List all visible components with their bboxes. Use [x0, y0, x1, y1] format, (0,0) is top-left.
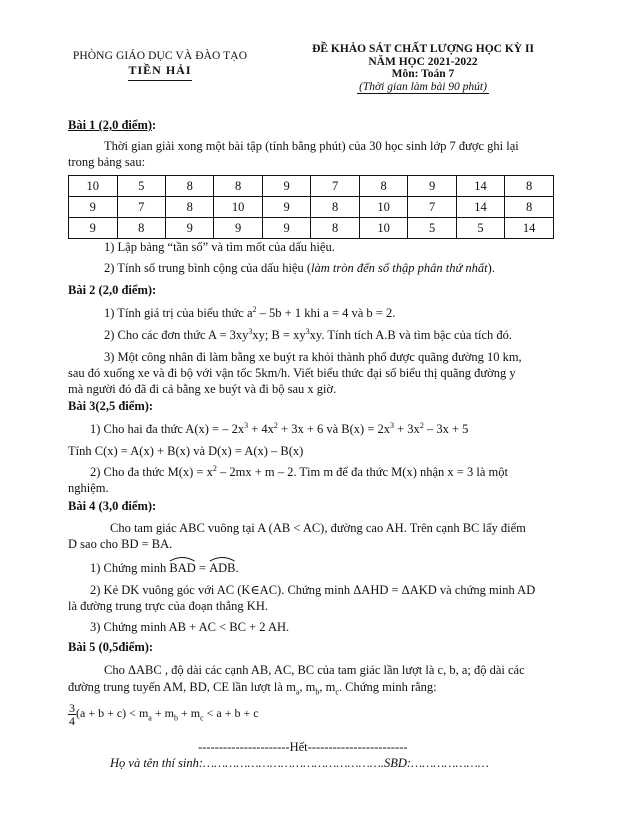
problem-1-question-1: 1) Lập bảng “tần số” và tìm mốt của dấu hiệu.	[104, 240, 335, 254]
table-cell: 8	[165, 176, 213, 197]
table-cell: 8	[505, 197, 554, 218]
table-cell: 8	[505, 176, 554, 197]
problem-2-heading: Bài 2 (2,0 điểm):	[68, 283, 157, 297]
table-cell: 8	[117, 218, 165, 239]
table-cell: 7	[311, 176, 359, 197]
table-cell: 5	[117, 176, 165, 197]
problem-5-heading: Bài 5 (0,5điểm):	[68, 640, 154, 654]
problem-1-intro-line2: trong bảng sau:	[68, 155, 146, 169]
fraction-three-quarters: $\frac{3}{4}$	[69, 700, 75, 728]
table-cell: 14	[505, 218, 554, 239]
problem-3-question-2-line2: nghiệm.	[68, 481, 109, 495]
table-cell: 9	[408, 176, 456, 197]
problem-2-question-3-line2: sau đó xuống xe và đi bộ với vận tốc 5km/h. Viết biểu thức đại số biểu thị quãng đường y	[68, 366, 516, 380]
angle-arc-icon	[209, 556, 235, 562]
table-row	[69, 176, 554, 197]
table-cell: 5	[408, 218, 456, 239]
problem-1-heading: Bài 1 (2,0 điểm):	[68, 118, 157, 132]
problem-5-intro-line2: đường trung tuyến AM, BD, CE lần lượt là $m_a$, $m_b$, $m_c$. Chứng minh rằng:	[68, 680, 437, 697]
table-cell: 14	[456, 197, 505, 218]
department-name: PHÒNG GIÁO DỤC VÀ ĐÀO TẠO	[72, 50, 248, 62]
problem-4-question-3: 3) Chứng minh AB + AC < BC + 2 AH.	[90, 620, 290, 634]
table-cell: 7	[408, 197, 456, 218]
table-cell: 9	[262, 218, 310, 239]
angle-adb: ADB	[209, 556, 235, 577]
header-divider	[128, 80, 192, 81]
table-cell: 10	[214, 197, 263, 218]
end-marker: ----------------------Hết------------------------	[198, 740, 408, 754]
table-cell: 8	[359, 176, 408, 197]
problem-2-question-3-line1: 3) Một công nhân đi làm bằng xe buýt ra khỏi thành phố được quãng đường 10 km,	[104, 350, 522, 364]
table-cell: 9	[165, 218, 213, 239]
table-cell: 9	[69, 197, 118, 218]
subject: Môn: Toán 7	[391, 68, 455, 80]
angle-arc-icon	[169, 556, 195, 562]
district-name: TIỀN HẢI	[128, 63, 192, 77]
data-table	[68, 175, 554, 239]
table-cell: 8	[311, 197, 359, 218]
candidate-info-line: Họ và tên thí sinh:………………………………………….SBD:…………………	[110, 756, 489, 770]
problem-1-intro-line1: Thời gian giải xong một bài tập (tính bằng phút) của 30 học sinh lớp 7 được ghi lại	[104, 139, 519, 153]
table-cell: 14	[456, 176, 505, 197]
table-cell: 7	[117, 197, 165, 218]
exam-header	[300, 43, 546, 94]
problem-4-question-2-line2: là đường trung trực của đoạn thẳng KH.	[68, 599, 268, 613]
problem-2-question-2: 2) Cho các đơn thức $A = 3xy^3xy$; $B = xy^3xy$. Tính tích A.B và tìm bậc của tích đó.	[104, 326, 513, 342]
problem-2-question-1: 1) Tính giá trị của biểu thức $a^2 - 5b + 1$ khi a = 4 và b = 2.	[104, 304, 396, 320]
school-header	[60, 50, 260, 81]
problem-4-question-1: 1) Chứng minh BAD = ADB.	[90, 556, 239, 577]
table-cell: 5	[456, 218, 505, 239]
problem-3-question-1-task: Tính C(x) = A(x) + B(x) và D(x) = A(x) – B(x)	[68, 444, 304, 458]
table-cell: 8	[214, 176, 263, 197]
problem-3-heading: Bài 3(2,5 điểm):	[68, 399, 154, 413]
problem-3-question-1: 1) Cho hai đa thức A(x) = – $2x^3 + 4x^2 + 3x + 6$ và $B(x) = 2x^3 + 3x^2 - 3x + 5$	[90, 420, 469, 436]
table-cell: 8	[165, 197, 213, 218]
problem-4-question-2-line1: 2) Kẻ DK vuông góc với AC (K∈AC). Chứng minh ΔAHD = ΔAKD và chứng minh AD	[90, 583, 536, 597]
table-cell: 9	[214, 218, 263, 239]
problem-4-intro-line2: D sao cho BD = BA.	[68, 537, 173, 551]
table-cell: 9	[262, 176, 310, 197]
exam-duration: (Thời gian làm bài 90 phút)	[359, 80, 487, 93]
table-cell: 10	[359, 218, 408, 239]
school-year: NĂM HỌC 2021-2022	[368, 55, 478, 68]
problem-4-heading: Bài 4 (3,0 điểm):	[68, 499, 157, 513]
problem-1-question-2: 2) Tính số trung bình cộng của dấu hiệu (làm tròn đến số thập phân thứ nhất).	[104, 261, 495, 275]
problem-5-inequality: $\frac{3}{4}$ $(a + b + c) < m_a + m_b + m_c < a + b + c$	[69, 700, 259, 728]
angle-bad: BAD	[169, 556, 195, 577]
table-row	[69, 197, 554, 218]
table-cell: 8	[311, 218, 359, 239]
exam-title: ĐỀ KHẢO SÁT CHẤT LƯỢNG HỌC KỲ II	[312, 43, 534, 55]
problem-2-question-3-line3: mà người đó đã đi cả bằng xe buýt và đi bộ sau x giờ.	[68, 382, 337, 396]
table-row	[69, 218, 554, 239]
table-cell: 10	[69, 176, 118, 197]
table-cell: 9	[262, 197, 310, 218]
problem-4-intro-line1: Cho tam giác ABC vuông tại A (AB < AC), đường cao AH. Trên cạnh BC lấy điểm	[110, 521, 526, 535]
problem-5-intro-line1: Cho ΔABC , độ dài các cạnh AB, AC, BC của tam giác lần lượt là c, b, a; độ dài các	[104, 663, 525, 677]
table-cell: 10	[359, 197, 408, 218]
table-cell: 9	[69, 218, 118, 239]
problem-3-question-2: 2) Cho đa thức $M(x) = x^2 - 2mx + m - 2$. Tìm m để đa thức M(x) nhận x = 3 là một	[90, 463, 508, 479]
